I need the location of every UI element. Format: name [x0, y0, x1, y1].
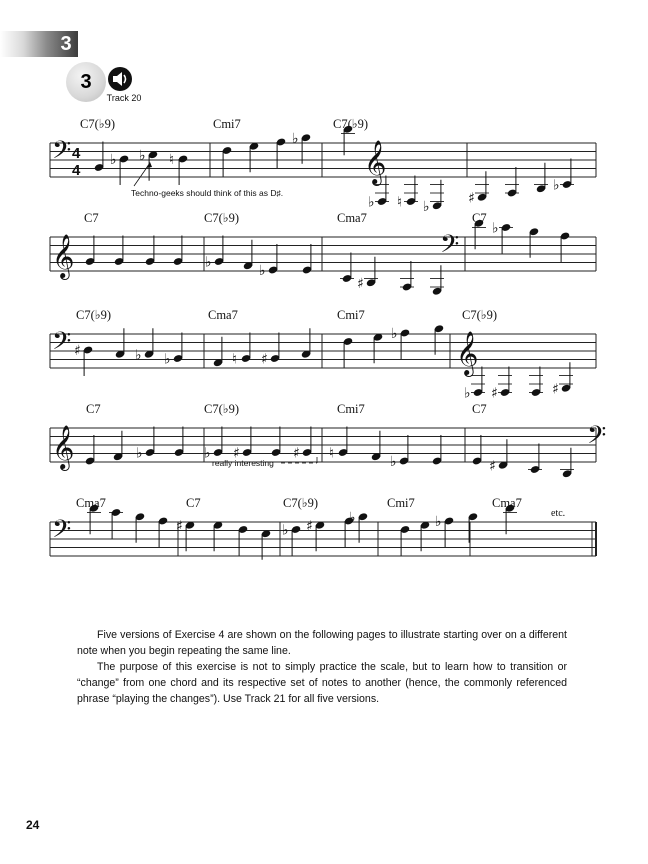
- body-text: [77, 627, 567, 707]
- note: [85, 236, 95, 267]
- staff-system: [50, 427, 596, 479]
- chord-symbol: C7(♭9): [204, 211, 240, 225]
- note: [85, 435, 95, 466]
- staff-system: [50, 324, 596, 397]
- chord-symbol: Cma7: [208, 308, 238, 322]
- note: [343, 337, 353, 368]
- sharp-sign: ♯: [491, 385, 498, 402]
- chord-symbol: C7(♭9): [80, 117, 116, 131]
- staff-system: [50, 504, 596, 560]
- note: [400, 261, 414, 292]
- flat-sign: ♭: [282, 522, 289, 539]
- paragraph-2: The purpose of this exercise is not to simply practice the scale, but to learn how to transition or “change” from one chord and its respective set of notes to another (hence, the commonly referenced phrase “playing the changes”). Use Track 21 for all five versions.: [77, 661, 567, 705]
- chord-symbol: C7: [472, 402, 487, 416]
- note: [498, 439, 508, 470]
- treble-clef: 𝄞: [52, 236, 75, 278]
- note: [145, 236, 155, 267]
- flat-sign: ♭: [136, 445, 143, 462]
- note: [213, 427, 223, 458]
- chord-symbol: C7(♭9): [462, 308, 498, 322]
- flat-sign: ♭: [139, 147, 146, 164]
- flat-sign: ♭: [368, 194, 375, 211]
- note: [238, 525, 248, 556]
- chord-symbol: Cmi7: [387, 496, 415, 510]
- sharp-sign: ♯: [489, 458, 496, 475]
- note: [261, 529, 271, 560]
- natural-sign: ♮: [169, 152, 175, 168]
- bass-clef: 𝄢: [52, 137, 72, 170]
- bass-clef: 𝄢: [52, 328, 72, 361]
- note: [358, 512, 368, 543]
- flat-sign: ♭: [423, 198, 430, 215]
- chord-symbol: C7(♭9): [76, 308, 112, 322]
- note: [528, 444, 542, 475]
- note: [242, 427, 252, 458]
- staff-system: [50, 219, 596, 296]
- note: [158, 516, 168, 547]
- track-label: Track 20: [106, 93, 142, 103]
- note: [434, 324, 444, 355]
- chord-symbol: Cmi7: [337, 308, 365, 322]
- note: [214, 236, 224, 267]
- annotation-techno: Techno-geeks should think of this as D♯.: [131, 188, 284, 198]
- page-number: 24: [26, 818, 40, 832]
- natural-sign: ♮: [329, 445, 335, 462]
- note: [560, 159, 574, 190]
- note: [173, 333, 183, 364]
- chord-symbol: C7: [86, 402, 101, 416]
- chord-symbol: C7(♭9): [283, 496, 319, 510]
- note: [302, 244, 312, 275]
- treble-clef: 𝄞: [364, 142, 387, 184]
- note: [560, 231, 570, 262]
- sharp-sign: ♯: [357, 275, 364, 292]
- flat-sign: ♭: [292, 130, 299, 147]
- note: [291, 525, 301, 556]
- paragraph-1: Five versions of Exercise 4 are shown on the following pages to illustrate starting over on a different note when you begin repeating the same line.: [77, 629, 567, 657]
- note: [315, 521, 325, 552]
- note: [271, 427, 281, 458]
- note: [301, 133, 311, 164]
- note: [135, 512, 145, 543]
- note: [174, 427, 184, 458]
- note: [499, 223, 513, 254]
- annotation-interesting: really interesting: [212, 458, 274, 468]
- note: [94, 142, 104, 173]
- note: [364, 257, 378, 288]
- flat-sign: ♭: [135, 347, 142, 364]
- note: [534, 163, 548, 194]
- note: [420, 521, 430, 552]
- note: [114, 236, 124, 267]
- chord-symbol: C7(♭9): [204, 402, 240, 416]
- note: [430, 180, 444, 211]
- flat-sign: ♭: [349, 509, 356, 526]
- note: [302, 427, 312, 458]
- flat-sign: ♭: [553, 177, 560, 194]
- flat-sign: ♭: [390, 454, 397, 470]
- flat-sign: ♭: [110, 152, 117, 168]
- chapter-number: 3: [60, 33, 72, 55]
- bass-clef: 𝄢: [440, 231, 460, 264]
- chord-symbol: Cma7: [76, 496, 106, 510]
- sharp-sign: ♯: [176, 518, 183, 535]
- sharp-sign: ♯: [306, 518, 313, 535]
- note: [222, 146, 232, 177]
- note: [371, 431, 381, 462]
- note: [119, 154, 129, 185]
- note: [432, 435, 442, 466]
- chord-symbol: Cmi7: [213, 117, 241, 131]
- natural-sign: ♮: [232, 351, 238, 368]
- note: [340, 253, 354, 284]
- flat-sign: ♭: [205, 254, 212, 271]
- time-signature-top: 4: [72, 145, 81, 162]
- note: [115, 328, 125, 359]
- sharp-sign: ♯: [261, 351, 268, 368]
- note: [268, 244, 278, 275]
- chord-symbol: Cmi7: [337, 402, 365, 416]
- note: [444, 516, 454, 547]
- note: [145, 427, 155, 458]
- flat-sign: ♭: [435, 514, 442, 530]
- note: [213, 521, 223, 552]
- note: [430, 265, 444, 296]
- flat-sign: ♭: [464, 385, 471, 402]
- note: [529, 227, 539, 258]
- note: [505, 167, 519, 198]
- note: [83, 345, 93, 376]
- chord-symbol: C7: [472, 211, 487, 225]
- note: [270, 333, 280, 364]
- note: [559, 362, 573, 393]
- exercise-number-badge: 3: [66, 62, 106, 102]
- chord-symbol: Cma7: [492, 496, 522, 510]
- note: [338, 427, 348, 458]
- note: [276, 137, 286, 168]
- note: [472, 435, 482, 466]
- flat-sign: ♭: [259, 263, 266, 279]
- note: [475, 171, 489, 202]
- note: [249, 142, 259, 173]
- sharp-sign: ♯: [468, 190, 475, 207]
- chord-symbol: C7(♭9): [333, 117, 369, 131]
- flat-sign: ♭: [492, 220, 499, 237]
- sharp-sign: ♯: [293, 445, 300, 462]
- bass-clef: 𝄢: [587, 422, 607, 455]
- note: [400, 525, 410, 556]
- note: [468, 512, 478, 543]
- note: [113, 431, 123, 462]
- time-signature-bottom: 4: [72, 162, 81, 179]
- chord-symbol: C7: [84, 211, 99, 225]
- chord-symbol: Cma7: [337, 211, 367, 225]
- note: [399, 435, 409, 466]
- natural-sign: ♮: [397, 194, 403, 211]
- note: [241, 333, 251, 364]
- flat-sign: ♭: [164, 351, 171, 368]
- note: [173, 236, 183, 267]
- note: [560, 448, 574, 479]
- sharp-sign: ♯: [552, 381, 559, 398]
- note: [373, 333, 383, 364]
- treble-clef: 𝄞: [52, 427, 75, 469]
- chord-symbol: C7: [186, 496, 201, 510]
- note: [301, 328, 311, 359]
- note: [213, 337, 223, 368]
- note: [185, 521, 195, 552]
- note: [178, 154, 188, 185]
- note: [404, 176, 418, 207]
- note: [400, 328, 410, 359]
- sharp-sign: ♯: [74, 343, 81, 359]
- flat-sign: ♭: [391, 326, 398, 342]
- annotation-etc: etc.: [551, 508, 566, 519]
- sharp-sign: ♯: [233, 445, 240, 462]
- flat-sign: ♭: [204, 445, 211, 462]
- note: [498, 367, 512, 398]
- note: [529, 367, 543, 398]
- bass-clef: 𝄢: [52, 516, 72, 549]
- note: [144, 328, 154, 359]
- note: [109, 508, 123, 539]
- treble-clef: 𝄞: [456, 333, 479, 375]
- note: [243, 240, 253, 271]
